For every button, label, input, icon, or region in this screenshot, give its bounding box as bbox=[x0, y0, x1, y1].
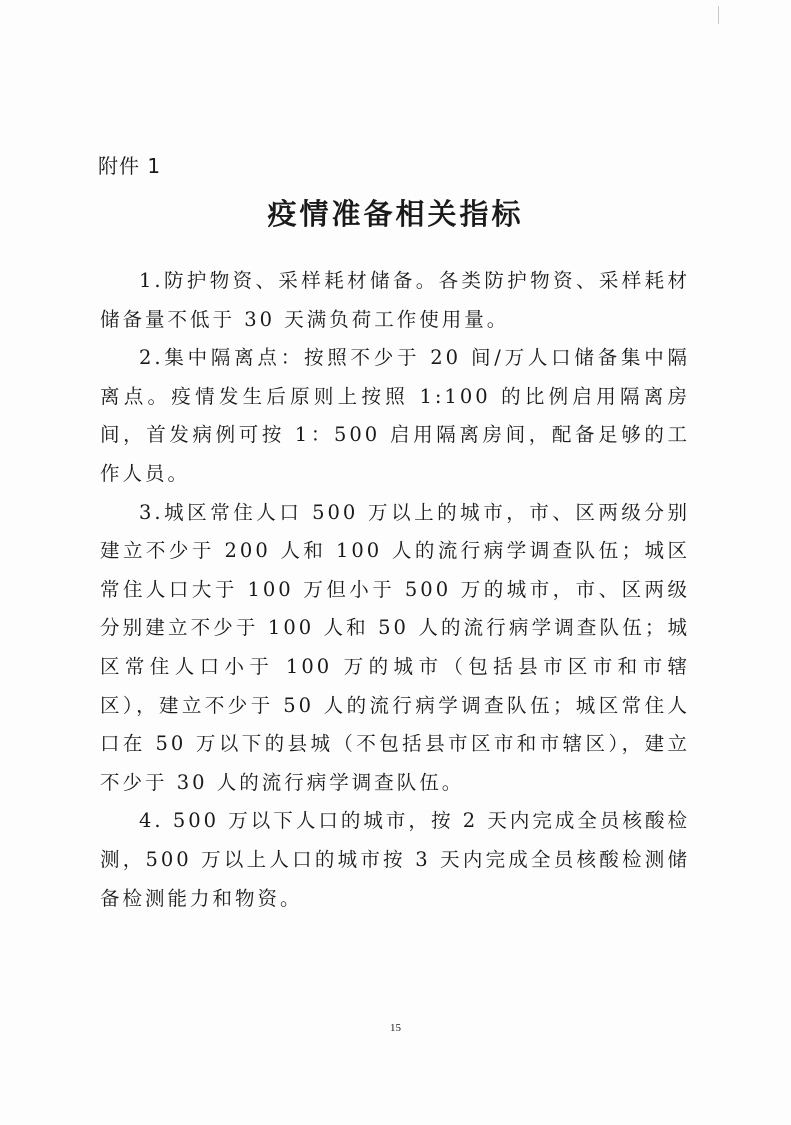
page-number: 15 bbox=[390, 1022, 401, 1034]
document-title: 疫情准备相关指标 bbox=[267, 197, 524, 231]
paragraph-1: 1.防护物资、采样耗材储备。各类防护物资、采样耗材储备量不低于 30 天满负荷工作使用量。 bbox=[100, 269, 690, 331]
scan-mark bbox=[718, 6, 723, 24]
document-body bbox=[100, 262, 690, 918]
attachment-label: 附件 1 bbox=[98, 154, 162, 178]
paragraph-3: 3.城区常住人口 500 万以上的城市，市、区两级分别建立不少于 200 人和 100 人的流行病学调查队伍；城区常住人口大于 100 万但小于 500 万的城市，市、区两级分别建立不少于 100 人和 50 人的流行病学调查队伍；城区常住人口小于 100 万的城市（包括县市区市和市辖区），建立不少于 50 人的流行病学调查队伍；城区常住人口在 50 万以下的县城（不包括县市区市和市辖区），建立不少于 30 人的流行病学调查队伍。 bbox=[100, 500, 690, 794]
paragraph-2: 2.集中隔离点：按照不少于 20 间/万人口储备集中隔离点。疫情发生后原则上按照 1:100 的比例启用隔离房间，首发病例可按 1：500 启用隔离房间，配备足够的工作人员。 bbox=[100, 346, 690, 485]
paragraph-4: 4. 500 万以下人口的城市，按 2 天内完成全员核酸检测，500 万以上人口的城市按 3 天内完成全员核酸检测储备检测能力和物资。 bbox=[100, 809, 690, 910]
